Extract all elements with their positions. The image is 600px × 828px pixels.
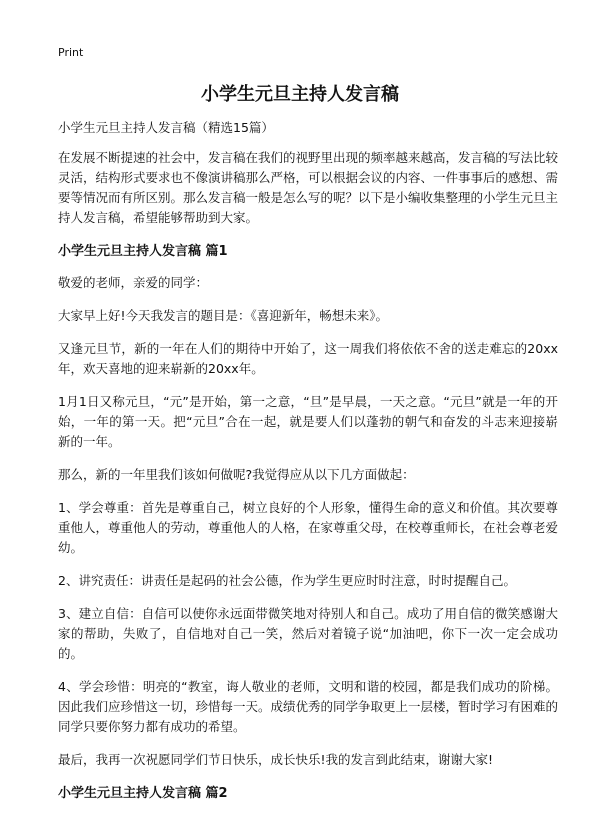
paragraph-closing: 最后，我再一次祝愿同学们节日快乐，成长快乐!我的发言到此结束，谢谢大家! — [58, 752, 494, 767]
paragraph-yuandan-meaning: 1月1日又称元旦，“元”是开始，第一之意，“旦”是早晨，一天之意。“元旦”就是一年的开始，一年的第一天。把“元旦”合在一起，就是要人们以蓬勃的朝气和奋发的斗志来迎接崭新的一年。 — [58, 394, 558, 449]
paragraph-topic: 大家早上好!今天我发言的题目是：《喜迎新年，畅想未来》。 — [58, 308, 389, 323]
article-subtitle: 小学生元旦主持人发言稿（精选15篇） — [58, 120, 274, 135]
section-heading-2: 小学生元旦主持人发言稿 篇2 — [58, 786, 228, 801]
paragraph-confidence: 3、建立自信：自信可以使你永远面带微笑地对待别人和自己。成功了用自信的微笑感谢大家的帮助，失败了，自信地对自己一笑，然后对着镜子说“加油吧，你下一次一定会成功的。 — [58, 606, 558, 661]
paragraph-greeting: 敬爱的老师，亲爱的同学： — [58, 275, 209, 290]
paragraph-how-to: 那么，新的一年里我们该如何做呢?我觉得应从以下几方面做起： — [58, 467, 415, 482]
print-link[interactable]: Print — [58, 46, 84, 59]
paragraph-cherish: 4、学会珍惜：明亮的“教室，诲人敬业的老师，文明和谐的校园，都是我们成功的阶梯。因此我们应珍惜这一切，珍惜每一天。成绩优秀的同学争取更上一层楼，暂时学习有困难的同学只要你努力都有成功的希望。 — [58, 679, 559, 734]
intro-paragraph: 在发展不断提速的社会中，发言稿在我们的视野里出现的频率越来越高，发言稿的写法比较灵活，结构形式要求也不像演讲稿那么严格，可以根据会议的内容、一件事事后的感想、需要等情况而有所区别。那么发言稿一般是怎么写的呢？以下是小编收集整理的小学生元旦主持人发言稿，希望能够帮助到大家。 — [58, 150, 559, 225]
paragraph-respect: 1、学会尊重：首先是尊重自己，树立良好的个人形象，懂得生命的意义和价值。其次要尊重他人，尊重他人的劳动，尊重他人的人格，在家尊重父母，在校尊重师长，在社会尊老爱幼。 — [58, 500, 559, 555]
paragraph-new-year: 又逢元旦节，新的一年在人们的期待中开始了，这一周我们将依依不舍的送走难忘的20xx年，欢天喜地的迎来崭新的20xx年。 — [58, 341, 558, 376]
section-heading-1: 小学生元旦主持人发言稿 篇1 — [58, 244, 228, 259]
paragraph-responsibility: 2、讲究责任：讲责任是起码的社会公德，作为学生更应时时注意，时时提醒自己。 — [58, 573, 516, 588]
page-title: 小学生元旦主持人发言稿 — [201, 84, 399, 105]
article-body — [58, 118, 558, 815]
